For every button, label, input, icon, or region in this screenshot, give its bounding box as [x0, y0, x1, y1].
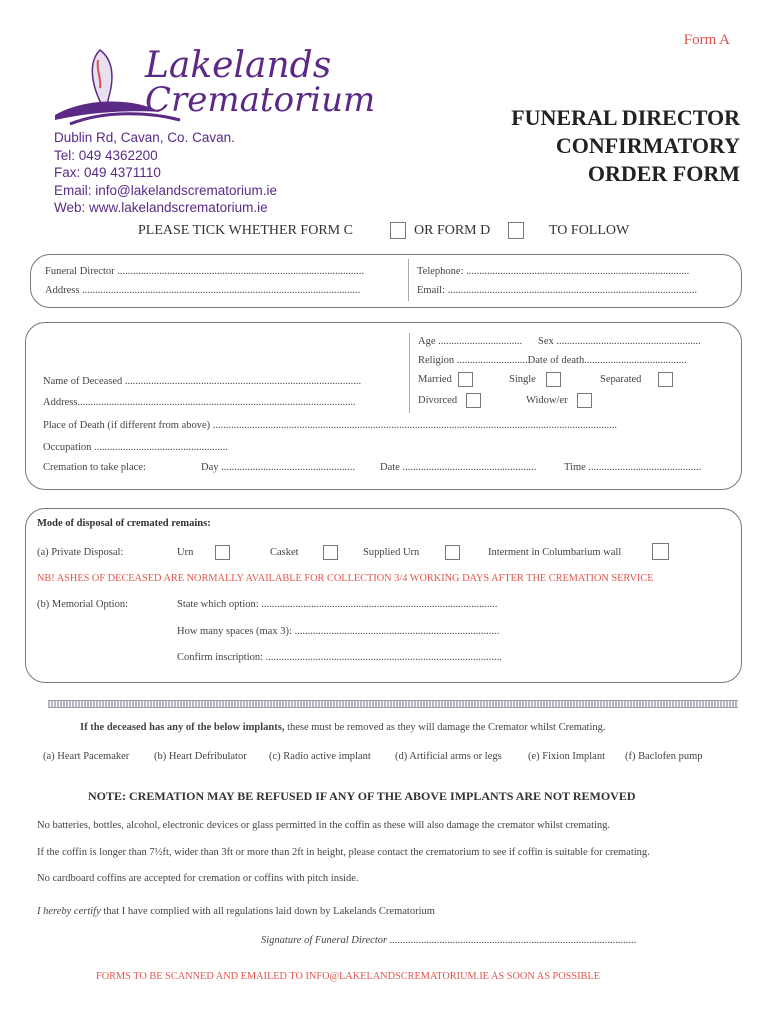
divider — [408, 259, 409, 301]
separated-label: Separated — [600, 374, 642, 385]
deceased-section — [25, 322, 742, 490]
spaces-field[interactable]: How many spaces (max 3): .............................................................................. — [177, 626, 500, 637]
day-field[interactable]: Day ................................................... — [201, 462, 355, 473]
memorial-option-label: (b) Memorial Option: — [37, 599, 128, 610]
contact-tel: Tel: 049 4362200 — [54, 147, 158, 163]
implant-item: (f) Baclofen pump — [625, 751, 703, 762]
form-label: Form A — [683, 32, 730, 48]
disposal-section — [25, 508, 742, 683]
place-of-death-field[interactable]: Place of Death (if different from above) .......................................................................................................................................................... — [43, 420, 618, 431]
name-of-deceased-field[interactable]: Name of Deceased .......................................................................................... — [43, 376, 362, 387]
form-c-checkbox[interactable] — [390, 222, 406, 239]
married-checkbox[interactable] — [458, 372, 473, 387]
implants-intro-rest: these must be removed as they will damage the Cremator whilst Cremating. — [284, 722, 606, 733]
private-disposal-label: (a) Private Disposal: — [37, 547, 124, 558]
implants-intro-bold: If the deceased has any of the below implants, — [80, 722, 285, 733]
contact-web: Web: www.lakelandscrematorium.ie — [54, 200, 268, 215]
implant-item: (a) Heart Pacemaker — [43, 751, 130, 762]
funeral-director-field[interactable]: Funeral Director .............................................................................................. — [45, 266, 365, 277]
tick-prompt-d: OR FORM D — [414, 223, 491, 238]
casket-checkbox[interactable] — [323, 545, 338, 560]
title-line2: CONFIRMATORY — [555, 133, 740, 158]
implant-item: (e) Fixion Implant — [528, 751, 605, 762]
logo — [50, 40, 376, 130]
age-field[interactable]: Age ................................ — [418, 336, 523, 347]
contact-address: Dublin Rd, Cavan, Co. Cavan. — [54, 130, 235, 145]
implant-item: (d) Artificial arms or legs — [395, 751, 502, 762]
single-label: Single — [509, 374, 536, 385]
separated-checkbox[interactable] — [658, 372, 673, 387]
form-title — [511, 104, 740, 188]
sex-field[interactable]: Sex ....................................................... — [538, 336, 701, 347]
director-address-field[interactable]: Address .......................................................................................................... — [45, 285, 361, 296]
separator-bar — [48, 700, 738, 708]
logo-line1: Lakelands — [145, 45, 332, 86]
tick-prompt-c: PLEASE TICK WHETHER FORM C — [138, 223, 353, 238]
date-field[interactable]: Date ................................................... — [380, 462, 537, 473]
disposal-heading: Mode of disposal of cremated remains: — [37, 518, 211, 529]
divorced-checkbox[interactable] — [466, 393, 481, 408]
logo-line2: Crematorium — [145, 80, 376, 120]
single-checkbox[interactable] — [546, 372, 561, 387]
divorced-label: Divorced — [418, 395, 458, 406]
supplied-urn-label: Supplied Urn — [363, 547, 420, 558]
interment-label: Interment in Columbarium wall — [488, 547, 622, 558]
rule-3: No cardboard coffins are accepted for cremation or coffins with pitch inside. — [37, 873, 359, 884]
time-field[interactable]: Time ........................................... — [564, 462, 702, 473]
supplied-urn-checkbox[interactable] — [445, 545, 460, 560]
implants-intro — [80, 722, 606, 733]
footer-instruction: FORMS TO BE SCANNED AND EMAILED TO INFO@LAKELANDSCREMATORIUM.IE AS SOON AS POSSIBLE — [96, 971, 600, 982]
divider — [409, 333, 410, 413]
urn-label: Urn — [177, 547, 194, 558]
certify-statement — [37, 906, 435, 917]
casket-label: Casket — [270, 547, 299, 558]
inscription-field[interactable]: Confirm inscription: .......................................................................................... — [177, 652, 502, 663]
title-line3: ORDER FORM — [587, 161, 740, 186]
rule-1: No batteries, bottles, alcohol, electronic devices or glass permitted in the coffin as these will also damage the cremator whilst cremating. — [37, 820, 611, 831]
contact-email: Email: info@lakelandscrematorium.ie — [54, 182, 278, 198]
certify-italic: I hereby certify — [37, 906, 101, 917]
certify-rest: that I have complied with all regulations laid down by Lakelands Crematorium — [100, 906, 435, 917]
telephone-field[interactable]: Telephone: ..................................................................................... — [417, 266, 690, 277]
signature-field[interactable]: Signature of Funeral Director .............................................................................................. — [261, 935, 637, 946]
ashes-notice: NB! ASHES OF DECEASED ARE NORMALLY AVAILABLE FOR COLLECTION 3/4 WORKING DAYS AFTER THE CREMATION SERVICE — [37, 573, 654, 584]
state-option-field[interactable]: State which option: .......................................................................................... — [177, 599, 498, 610]
funeral-director-section — [30, 254, 742, 308]
title-line1: FUNERAL DIRECTOR — [511, 105, 740, 130]
urn-checkbox[interactable] — [215, 545, 230, 560]
widower-label: Widow/er — [526, 395, 568, 406]
deceased-address-field[interactable]: Address.......................................................................................................... — [43, 397, 356, 408]
interment-checkbox[interactable] — [652, 543, 669, 560]
rule-2: If the coffin is longer than 7½ft, wider than 3ft or more than 2ft in height, please contact the crematorium to see if coffin is suitable for cremating. — [37, 847, 650, 858]
cremation-label: Cremation to take place: — [43, 462, 146, 473]
tick-prompt-follow: TO FOLLOW — [549, 223, 630, 238]
implants-note: NOTE: CREMATION MAY BE REFUSED IF ANY OF THE ABOVE IMPLANTS ARE NOT REMOVED — [88, 789, 636, 803]
email-field[interactable]: Email: ............................................................................................... — [417, 285, 697, 296]
form-d-checkbox[interactable] — [508, 222, 524, 239]
married-label: Married — [418, 374, 452, 385]
implant-item: (c) Radio active implant — [269, 751, 371, 762]
contact-block — [54, 129, 277, 217]
religion-field[interactable]: Religion ...........................Date of death....................................... — [418, 355, 687, 366]
implant-item: (b) Heart Defribulator — [154, 751, 247, 762]
widower-checkbox[interactable] — [577, 393, 592, 408]
contact-fax: Fax: 049 4371110 — [54, 165, 161, 180]
occupation-field[interactable]: Occupation ................................................... — [43, 442, 228, 453]
